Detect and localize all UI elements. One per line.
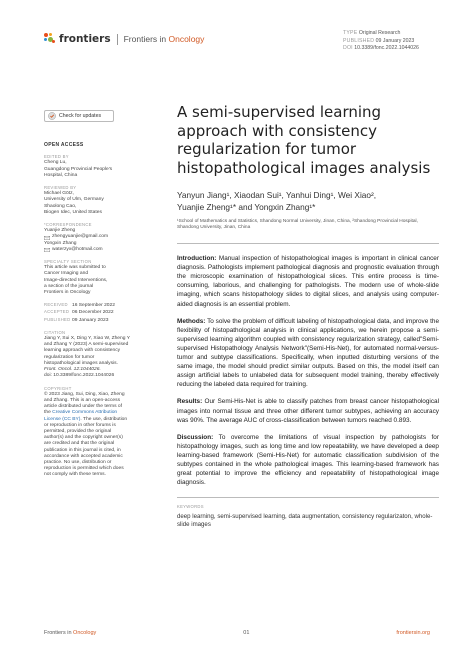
doi-link[interactable]: 10.3389/fonc.2022.1044026 [354,45,419,52]
reviewed-by: Michael Götz, University of Ulm, Germany Shaolong Cao, Biogen Idec, United States [44,191,104,215]
article-title: A semi-supervised learning approach with consistency regularization for tumor histopathological images analysis [177,103,431,177]
mail-icon [44,248,50,252]
journal-name[interactable]: Frontiers in Oncology [123,34,205,44]
frontiers-logo-icon [44,33,56,45]
edited-by: Cheng Lu, Guangdong Provincial People's Hospital, China [44,160,113,178]
copyright-text: © 2023 Jiang, Sui, Ding, Xiao, Zheng and Zhang. This is an open-access article distributed under the terms of the Creative Commons Attribution License (CC BY). The use, distribution or reproduction in other forums is permitted, provided the original author(s) and the copyright owner(s) are credited and that the original publication in this journal is cited, in accordance with accepted academic practice. No use, distribution or reproduction is permitted which does not comply with these terms. [44,391,128,478]
sidebar-info: Check for updates OPEN ACCESS EDITED BY Cheng Lu, Guangdong Provincial People's Hospital, China REVIEWED BY Michael Götz, University of Ulm, Germany Shaolong Cao, Biogen Idec, United States *CORRESPONDENCE Yuanjie Zheng zhengyuanjie@gmail.com Yongxin Zhang waterzyx@hotmail.com SPECIALTY SECTION This article was submitted to Cancer Imaging and Image-directed Interventions, a section of the journal Frontiers in Oncology RECEIVED 16 September 2022 ACCEPTED 06 December 2022 PUBLISHED 09 January 2023 CITATION Jiang Y, Sui X, Ding Y, Xiao W, Zheng Y and Zhang Y (2023) A semi-supervised learning approach with consistency regularization for tumor histopathological images analysis. Front. Oncol. 12:1044026. doi: 10.3389/fonc.2022.1044026 COPYRIGHT © 2023 Jiang, Sui, Ding, Xiao, Zheng and Zhang. This is an open-access article distributed under the terms of the Creative Commons Attribution License (CC BY). The use, distribution or reproduction in other forums is permitted, provided the original author(s) and the copyright owner(s) are credited and that the original publication in this journal is cited, in accordance with accepted academic practice. No use, distribution or reproduction is permitted which does not comply with these terms. [44,110,156,479]
mail-icon [44,236,50,240]
page-footer [44,630,430,636]
page-header [0,0,474,86]
keywords-label: KEYWORDS [177,503,204,509]
email-link[interactable]: waterzyx@hotmail.com [44,247,156,253]
keywords: deep learning, semi-supervised learning, data augmentation, consistency regularizaton, whole-slide images [177,512,433,529]
date-published: PUBLISHED 09 January 2023 [44,316,109,323]
date-accepted: ACCEPTED 06 December 2022 [44,309,114,316]
article-main [177,103,439,530]
article-meta: TYPE Original Research PUBLISHED 09 January 2023 DOI 10.3389/fonc.2022.1044026 [343,30,419,52]
abstract-introduction: Introduction: Manual inspection of histopathological images is important in clinical cancer diagnosis. Pathologists implement pathological diagnosis and prognostic evaluation through the microscopic examination of histopathological slices. This entire process is time-consuming, laborious, and challenging for pathologists. The modern use of whole-slide imaging, which scans histopathology slides to digital slices, and analysis using computer-aided diagnosis is an essential problem. [177,255,439,308]
email-link[interactable]: zhengyuanjie@gmail.com [44,234,156,240]
citation: Jiang Y, Sui X, Ding Y, Xiao W, Zheng Y and Zhang Y (2023) A semi-supervised learning approach with consistency regularization for tumor histopathological images analysis. Front. Oncol. 12:1044026. doi: 10.3389/fonc.2022.1044026 [44,336,131,379]
frontiers-logo[interactable] [44,33,204,45]
affiliations: ¹School of Mathematics and Statistics, Shandong Normal University, Jinan, China, ²Shandong Provincial Hospital, Shandong University, Jinan, China [177,219,418,231]
check-updates-icon [48,112,56,120]
abstract-methods: Methods: To solve the problem of difficult labeling of histopathological data, and improve the flexibility of histopathological analysis in clinical applications, we herein propose a semi-supervised learning algorithm coupled with consistency regularization strategy, called"Semi- supervised Histopathology Analysis Network"(Semi-His-Net), for automated normal-versus-tumor and subtype classifications. Specifically, when inputted disturbing versions of the same image, the model should predict similar outputs. Based on this, the model itself can assign artificial labels to unlabeled data for subsequent model training, thereby effectively reducing the labeled data required for training. [177,317,439,389]
logo-separator [117,34,118,45]
divider [177,243,439,244]
open-access-label: OPEN ACCESS [44,142,84,148]
abstract-results: Results: Our Semi-His-Net is able to classify patches from breast cancer histopathological images into normal tissue and three other different tumor subtypes, achieving an accuracy was 90%. The average AUC of cross-classification between tumors reached 0.893. [177,398,439,424]
date-received: RECEIVED 16 September 2022 [44,302,115,309]
footer-site-link[interactable]: frontiersin.org [396,630,430,636]
license-link[interactable]: Creative Commons Attribution License (CC BY) [44,410,118,422]
check-updates-button[interactable]: Check for updates [44,110,114,122]
page-number: 01 [243,630,250,636]
brand-name: frontiers [59,33,111,45]
specialty-section: This article was submitted to Cancer Imaging and Image-directed Interventions, a section of the journal Frontiers in Oncology [44,265,108,296]
author-list: Yanyun Jiang¹, Xiaodan Sui¹, Yanhui Ding¹, Wei Xiao², Yuanjie Zheng¹* and Yongxin Zhang¹* [177,190,377,212]
footer-journal[interactable]: Frontiers in Oncology [44,630,97,636]
dates-list [44,302,156,324]
abstract-discussion: Discussion: To overcome the limitations of visual inspection by pathologists for histopathology images, such as long time and low repeatability, we have developed a deep learning-based framework (Semi-His-Net) for automatic classification subdivision of the subtypes contained in the whole pathological images. This learning-based framework has great potential to improve the efficiency and repeatability of histopathological image diagnosis. [177,433,439,487]
divider [177,497,439,498]
correspondence: Yuanjie Zheng zhengyuanjie@gmail.com Yongxin Zhang waterzyx@hotmail.com [44,228,156,253]
